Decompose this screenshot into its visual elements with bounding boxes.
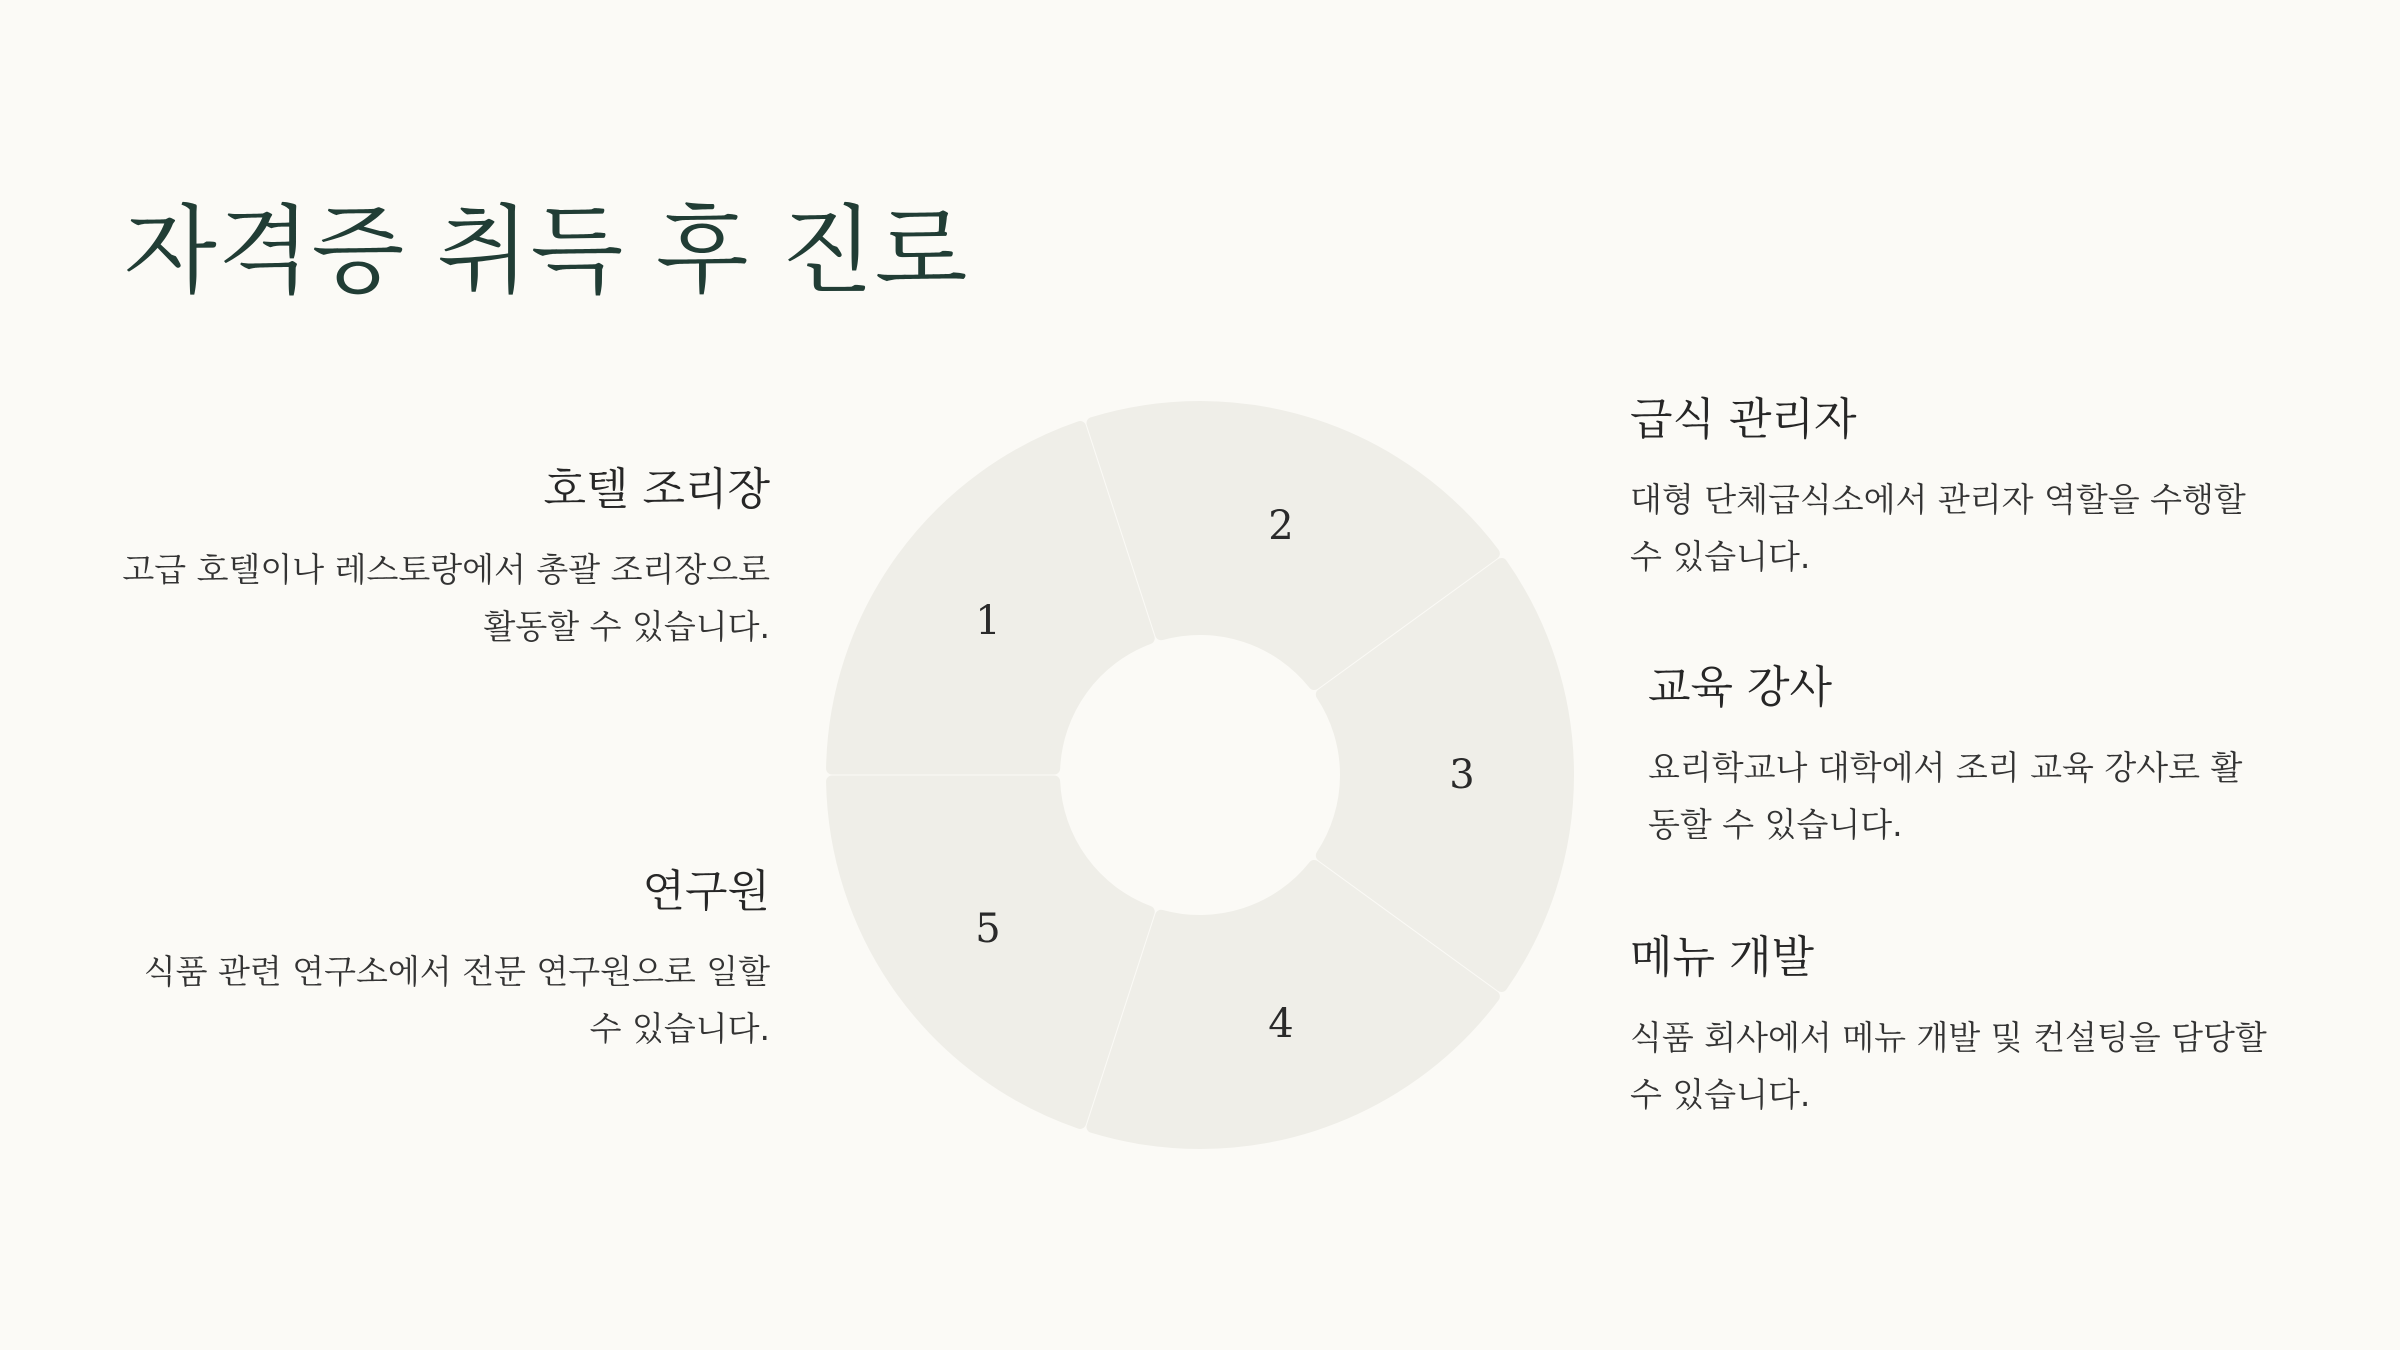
career-meal-manager	[1630, 394, 2270, 585]
career-description: 고급 호텔이나 레스토랑에서 총괄 조리장으로 활동할 수 있습니다.	[122, 549, 770, 646]
wheel-segment-number-2: 2	[1268, 502, 1294, 549]
career-title: 급식 관리자	[1630, 394, 1857, 445]
career-title: 연구원	[642, 866, 770, 917]
career-instructor	[1648, 662, 2270, 853]
wheel-segment-number-4: 4	[1268, 1001, 1294, 1048]
wheel-segment-number-1: 1	[975, 598, 1001, 645]
career-title: 메뉴 개발	[1630, 932, 1815, 983]
career-hotel-chef	[120, 464, 770, 655]
career-description: 요리학교나 대학에서 조리 교육 강사로 활동할 수 있습니다.	[1648, 747, 2243, 844]
career-wheel-diagram	[800, 375, 1600, 1175]
wheel-segment-5	[832, 781, 1149, 1122]
career-title: 교육 강사	[1648, 662, 1833, 713]
career-description: 식품 회사에서 메뉴 개발 및 컨설팅을 담당할 수 있습니다.	[1630, 1017, 2267, 1114]
wheel-segment-number-5: 5	[975, 905, 1001, 952]
career-description: 식품 관련 연구소에서 전문 연구원으로 일할 수 있습니다.	[143, 951, 770, 1048]
career-title: 호텔 조리장	[543, 464, 770, 515]
career-menu-development	[1630, 932, 2270, 1123]
career-description: 대형 단체급식소에서 관리자 역할을 수행할 수 있습니다.	[1630, 479, 2246, 576]
career-researcher	[120, 866, 770, 1057]
wheel-segment-number-3: 3	[1449, 752, 1475, 798]
page-title: 자격증 취득 후 진로	[124, 195, 969, 307]
